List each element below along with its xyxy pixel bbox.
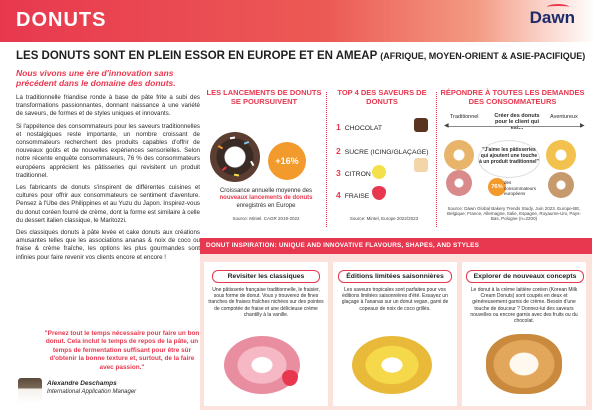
- arrow-left-icon: ◀: [444, 123, 449, 129]
- flavours-source: Source: Mintel, Europe 2022/2023: [349, 216, 419, 221]
- flavour-rank: 3: [336, 168, 341, 178]
- flavour-name: CITRON: [344, 171, 371, 178]
- growth-line-2: enregistrés en Europe: [236, 202, 296, 209]
- paragraph: Si l'appétence des consommateurs pour les saveurs traditionnelles et nostalgiques reste importante, un nombre croissant de consommateurs recherchent des produits capables d'offrir de nouveaux goûts et de nouvelles expériences sensorielles. Selon notre récente enquête consommateurs, 76 % des consommateurs européens apprécient les pâtisseries qui revisitent un produit traditionnel.: [16, 122, 200, 179]
- card-text: Le donut à la crème laitière coréen (Korean Milk Cream Donuts) sont coupés en deux et généreusement garnis de crème. Besoin d'une touche de douceur ? Donnez-lui des saveurs nouvelles ou encore garnis avec des fruits ou du chocolat.: [470, 287, 578, 325]
- growth-highlight: nouveaux lancements de donuts: [219, 195, 313, 202]
- launches-column: [205, 88, 323, 106]
- paragraph: Les fabricants de donuts s'inspirent de différentes cuisines et cultures pour offrir aux consommateurs ce sentiment d'aventure. Pensez à l'Ube des Philippines et au Yuzu du Japon. Inspirez-vous du donut coréen fourré de crème, dont la forme est similaire à celle du dessert italien classique, le Maritozzi.: [16, 184, 200, 224]
- consumer-percent-text: des consommateurs européens: [504, 180, 537, 197]
- flavour-name: SUCRE (ICING/GLAÇAGE): [344, 149, 429, 156]
- card-text: Les saveurs tropicales sont parfaites pour vos éditions limitées saisonnières d'été. Essayez un glaçage à l'ananas sur un donut vegan, garni de copeaux de noix de coco grillés.: [341, 287, 449, 312]
- flavours-column: [330, 88, 434, 106]
- flavour-item: [336, 190, 369, 200]
- flavour-item: [336, 146, 429, 156]
- growth-text: [208, 188, 324, 210]
- cream-donut-image: [486, 334, 562, 394]
- lemon-icon: [372, 165, 386, 179]
- avatar: [18, 378, 42, 404]
- flavour-rank: 4: [336, 190, 341, 200]
- paragraph: Des classiques donuts à pâte levée et cake donuts aux créations amusantes telles que les associations ananas & noix de coco ou fraise & crème fraîche, les options les plus gourmandes sont infinies pour faire revenir vos clients encore et encore !: [16, 229, 200, 261]
- pink-donut-icon: [446, 170, 472, 196]
- consumer-quote-bubble: "J'aime les pâtisseries qui ajoutent une touche à un produit traditionnel": [478, 140, 540, 178]
- consumer-source: Source: Dawn Global Bakery Trends Study, Juin 2023. Europe-BE, Belgique; France, Allemagne, Italie, Espagne, Royaume-Uni, Pays-Bas, Pologne (n=2200): [447, 206, 581, 221]
- flavour-rank: 2: [336, 146, 341, 156]
- arrow-right-icon: ▶: [580, 123, 585, 129]
- inspiration-bar: DONUT INSPIRATION: UNIQUE AND INNOVATIVE FLAVOURS, SHAPES, AND STYLES: [200, 238, 592, 254]
- expert-quote: "Prenez tout le temps nécessaire pour faire un bon donut. Cela inclut le temps de repos de la pâte, un temps de fermentation suffisant pour être sûr d'obtenir la bonne texture et, surtout, de la faire avec passion.": [44, 330, 200, 371]
- paragraph: La traditionnelle friandise ronde à base de pâte frite a subi des transformations passionnantes, donnant naissance à une variété de saveurs, de formes et de styles uniques et innovants.: [16, 94, 200, 118]
- brown-donut-icon: [548, 172, 574, 198]
- glazed-donut-icon: [444, 140, 474, 170]
- card-text: Une pâtisserie française traditionnelle, le fraisier, sous forme de donut. Vous y trouverez de fines tranches de fraises fraîches nichées sur des pointes de compotée de fraise et une délicieuse crème chantilly à la vanille.: [208, 287, 324, 318]
- scale-label-right: Aventureux: [550, 114, 578, 120]
- column-divider: [326, 92, 327, 227]
- flavour-name: FRAISE: [344, 193, 370, 200]
- flavour-item: [336, 122, 382, 132]
- consumer-demand-column: [440, 88, 585, 106]
- strawberry-icon: [372, 186, 386, 200]
- headline-main: LES DONUTS SONT EN PLEIN ESSOR EN EUROPE ET EN AMEAP: [16, 50, 378, 62]
- sugar-icon: [414, 158, 428, 172]
- card-title: Explorer de nouveaux concepts: [466, 270, 584, 283]
- scale-label-mid: Créer des donuts pour le client qui est...: [494, 113, 540, 131]
- sprinkles-icon: [210, 132, 260, 182]
- growth-percent-badge: +16%: [268, 142, 306, 180]
- card-title: Éditions limitées saisonnières: [338, 270, 452, 283]
- author-name: Alexandre Deschamps: [47, 380, 117, 387]
- left-column: [16, 68, 200, 266]
- dawn-logo: Dawn: [529, 8, 575, 27]
- page-title: DONUTS: [16, 9, 107, 31]
- launches-title: LES LANCEMENTS DE DONUTS SE POURSUIVENT: [206, 88, 322, 106]
- consumer-percent-badge: 76%: [488, 178, 506, 196]
- intro-text: Nous vivons une ère d'innovation sans précédent dans le domaine des donuts.: [16, 68, 176, 88]
- launches-source: Source: Mintel. CAGR 2019-2022: [232, 216, 300, 221]
- growth-line-1: Croissance annuelle moyenne des: [219, 188, 313, 194]
- author-role: International Application Manager: [47, 389, 137, 395]
- flavour-rank: 1: [336, 122, 341, 132]
- flavour-name: CHOCOLAT: [344, 125, 382, 132]
- scale-label-left: Traditionnel: [450, 114, 479, 120]
- consumer-demand-title: RÉPONDRE À TOUTES LES DEMANDES DES CONSOMMATEURS: [440, 88, 585, 106]
- headline: [16, 50, 586, 62]
- flavour-item: [336, 168, 371, 178]
- scale-line: [448, 126, 582, 127]
- card-title: Revisiter les classiques: [212, 270, 320, 283]
- headline-sub: (AFRIQUE, MOYEN-ORIENT & ASIE-PACIFIQUE): [380, 51, 586, 61]
- yellow-donut-icon: [546, 140, 576, 170]
- pineapple-donut-image: [352, 336, 432, 394]
- chocolate-bar-icon: [414, 118, 428, 132]
- column-divider: [436, 92, 437, 227]
- author-block: [47, 380, 136, 396]
- flavours-title: TOP 4 DES SAVEURS DE DONUTS: [337, 88, 427, 106]
